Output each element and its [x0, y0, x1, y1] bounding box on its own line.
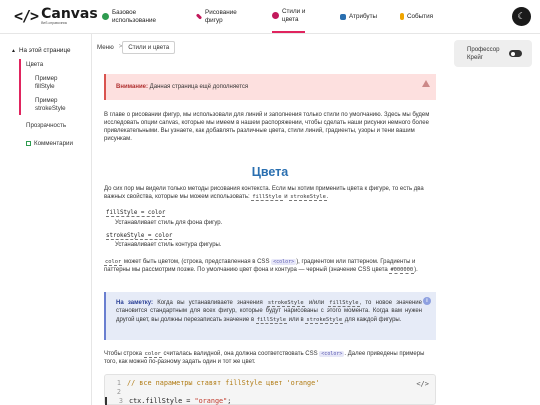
note-callout — [104, 292, 436, 340]
chevron-up-icon: ▲ — [11, 48, 16, 54]
logo-title: Canvas — [41, 6, 98, 22]
toc-item-strokestyle-example[interactable]: Пример strokeStyle — [35, 97, 66, 112]
author-toggle[interactable] — [509, 50, 522, 57]
gear-icon — [102, 13, 109, 20]
breadcrumb-current: Стили и цвета — [122, 41, 175, 54]
toc-title[interactable]: ▲ На этой странице — [11, 47, 71, 54]
theme-toggle-button[interactable] — [512, 7, 531, 26]
code-line: 1 // все параметры ставят fillStyle цвет 'orange' — [116, 379, 320, 387]
warning-text: Внимание: Данная страница ещё дополняется — [116, 84, 249, 90]
breadcrumb-menu[interactable]: Меню — [97, 43, 114, 51]
intro-paragraph: В главе о рисовании фигур, мы использовали для линий и заполнения только стили по умолчанию. Здесь мы будем исследовать опции canvas, которые мы имеем в нашем распоряжении, чтобы сделать наши рисунки немного более привлекательными. Вы узнаете, как добавлять различные цвета, стили линий, градиенты, узоры и тени вашим рисункам. — [104, 112, 430, 143]
code-view-icon[interactable]: </> — [416, 380, 429, 388]
note-text: На заметку: Когда вы устанавливаете значения strokeStyle и/или fillStyle, то новое значение становится стандартным для всех фигур, которые будут нарисованы с этого момента. Когда вам нужен другой цвет, вы должны перезаписать значение в fillStyle или в strokeStyle для каждой фигуры. — [116, 300, 422, 323]
logo-subtitle: Веб-справочник — [41, 21, 67, 25]
palette-icon — [272, 12, 279, 19]
nav-events[interactable]: События — [400, 0, 433, 33]
comment-icon — [26, 141, 31, 146]
toc-active-rail — [19, 59, 21, 115]
nav-attributes[interactable]: Атрибуты — [340, 0, 377, 33]
warning-callout — [104, 74, 436, 100]
code-line: 3 ctx.fillStyle = "orange"; — [105, 397, 231, 405]
code-example[interactable] — [104, 374, 436, 405]
def-desc-fillstyle: Устанавливает стиль для фона фигур. — [115, 220, 223, 226]
author-name: Профессор Крейг — [467, 46, 500, 61]
chevron-right-icon: > — [118, 44, 123, 50]
top-header — [0, 0, 540, 34]
nav-basic-usage[interactable]: Базовое использование — [102, 0, 156, 33]
def-term-fillstyle: fillStyle = color — [106, 210, 166, 216]
bolt-icon — [400, 13, 404, 20]
def-desc-strokestyle: Устанавливает стиль контура фигуры. — [115, 242, 222, 248]
wrench-icon — [340, 14, 346, 20]
toc-item-fillstyle-example[interactable]: Пример fillStyle — [35, 75, 58, 90]
nav-drawing-shapes[interactable]: Рисование фигур — [196, 0, 237, 33]
logo-mark: </> — [14, 7, 39, 26]
colors-paragraph-1: До сих пор мы видели только методы рисования контекста. Если мы хотим применить цвета к фигуре, то есть два важных свойства, которые мы можем использовать: fillStyle и strokeStyle. — [104, 186, 424, 201]
section-heading-colors: Цвета — [251, 165, 289, 179]
brush-icon — [196, 13, 202, 19]
page-toc-sidebar — [0, 34, 92, 405]
code-line: 2 — [116, 388, 121, 396]
toc-comments-link[interactable]: Комментарии — [26, 140, 73, 147]
warning-icon — [422, 80, 430, 87]
site-logo[interactable] — [14, 7, 98, 26]
def-term-strokestyle: strokeStyle = color — [106, 233, 173, 239]
author-panel — [454, 40, 532, 67]
colors-paragraph-3: Чтобы строка color считалась валидной, она должна соответствовать CSS <color> . Далее приведены примеры того, как можно по-разному задать один и тот же цвет. — [104, 351, 425, 366]
info-icon: i — [423, 297, 431, 305]
colors-paragraph-2: color может быть цветом, (строка, представленная в CSS <color> ), градиентом или паттерном. Градиенты и паттерны мы рассмотрим позже. По умолчанию цвет фона и контура — черный (значение CSS цвета #000000). — [104, 259, 418, 274]
nav-styles-colors[interactable]: Стили и цвета — [272, 0, 305, 33]
moon-icon: ☾ — [517, 11, 526, 21]
breadcrumb — [92, 39, 175, 55]
toc-item-transparency[interactable]: Прозрачность — [26, 122, 67, 129]
toc-item-colors[interactable]: Цвета — [26, 61, 44, 68]
